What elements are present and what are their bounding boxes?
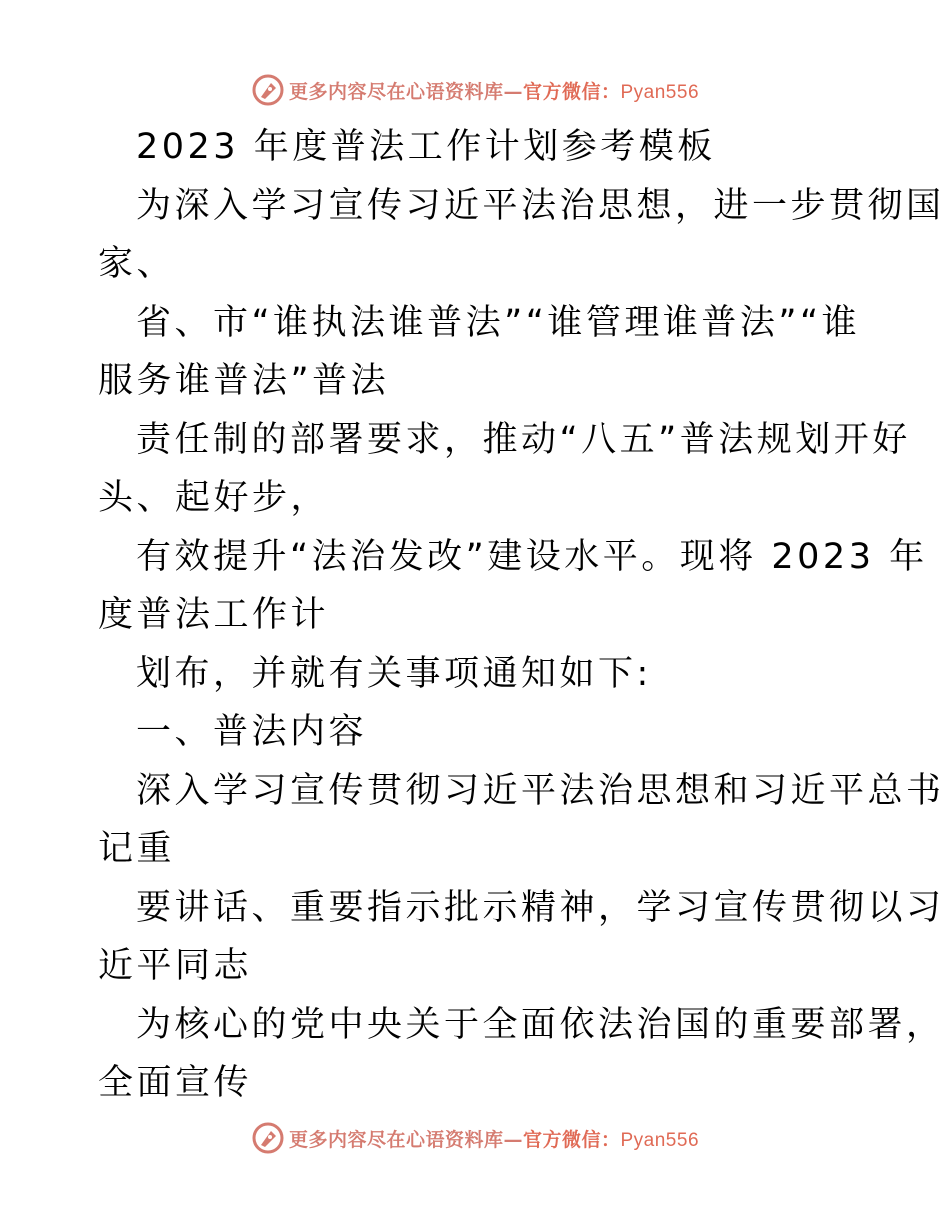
banner-text: [289, 77, 699, 104]
paragraph-line: 家、: [98, 244, 176, 284]
paragraph-line: 要讲话、重要指示批示精神，学习宣传贯彻以习: [136, 887, 945, 928]
paragraph-line: 省、市“谁执法谁普法”“谁管理谁普法”“谁: [136, 302, 861, 343]
paragraph-line: 为核心的党中央关于全面依法治国的重要部署，: [136, 1004, 945, 1045]
paragraph-line: 划布，并就有关事项通知如下:: [136, 653, 652, 694]
banner-site-name: 更多内容尽在心语资料库: [288, 1128, 504, 1151]
banner-dash: —: [503, 80, 523, 103]
banner-wechat-id: Pyan556: [620, 1129, 700, 1151]
banner-wechat-label: 官方微信：: [522, 1128, 621, 1151]
paragraph-line: 为深入学习宣传习近平法治思想，进一步贯彻国: [136, 185, 945, 226]
pen-nib-logo-icon: [251, 1121, 285, 1155]
paragraph-line: 全面宣传: [98, 1063, 253, 1103]
paragraph-line: 度普法工作计: [98, 595, 330, 635]
paragraph-line: 责任制的部署要求，推动“八五”普法规划开好: [136, 419, 911, 460]
banner-wechat-label: 官方微信：: [522, 80, 621, 103]
paragraph-line: 近平同志: [98, 946, 253, 986]
document-body: [98, 118, 945, 1113]
paragraph-line: 有效提升“法治发改”建设水平。现将 2023 年: [136, 536, 928, 577]
banner-dash: —: [503, 1128, 523, 1151]
paragraph-line: 记重: [98, 829, 176, 869]
footer-watermark-banner: [0, 1118, 950, 1158]
pen-nib-logo-icon: [251, 73, 285, 107]
paragraph-line: 深入学习宣传贯彻习近平法治思想和习近平总书: [136, 770, 945, 811]
section-heading: 一、普法内容: [136, 712, 368, 752]
document-title: 2023 年度普法工作计划参考模板: [136, 127, 716, 167]
banner-text: [289, 1125, 699, 1152]
header-watermark-banner: [0, 70, 950, 110]
banner-wechat-id: Pyan556: [620, 81, 700, 103]
paragraph-line: 服务谁普法”普法: [98, 361, 390, 401]
paragraph-line: 头、起好步，: [98, 478, 330, 518]
banner-site-name: 更多内容尽在心语资料库: [288, 80, 504, 103]
